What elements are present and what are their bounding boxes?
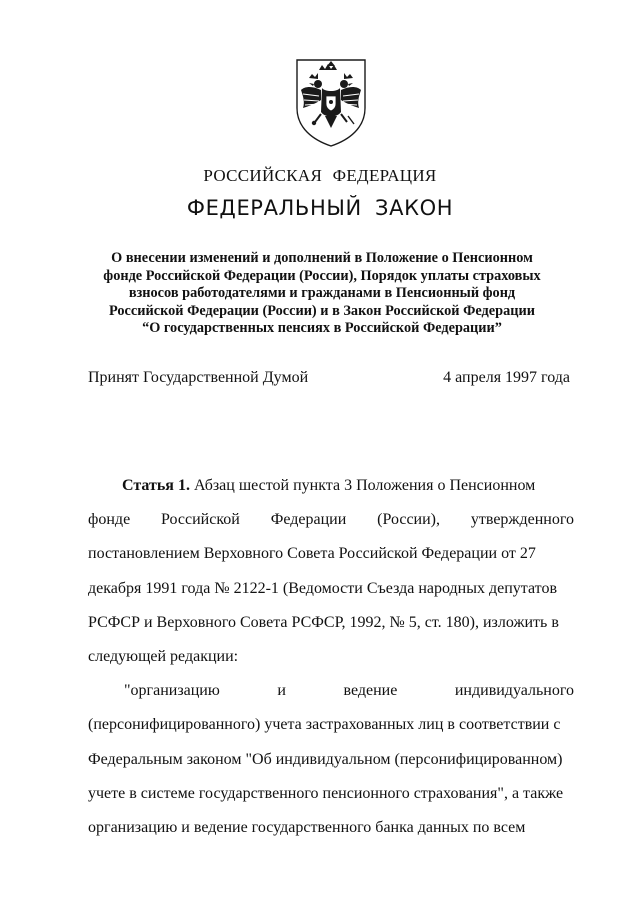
article-label: Статья 1. <box>122 477 190 494</box>
paragraph-line: РСФСР и Верховного Совета РСФСР, 1992, № 5, ст. 180), изложить в <box>88 613 559 631</box>
word: индивидуального <box>454 682 574 700</box>
law-title-line: фонде Российской Федерации (России), Порядок уплаты страховых <box>103 267 541 284</box>
word: ведение <box>343 682 398 700</box>
quote-line <box>88 674 574 708</box>
law-title <box>90 250 554 338</box>
word: (России), <box>377 511 441 529</box>
document-type-heading: ФЕДЕРАЛЬНЫЙ ЗАКОН <box>186 196 454 220</box>
word: Российской <box>161 511 240 529</box>
quote-line: организацию и ведение государственного банка данных по всем <box>88 818 526 836</box>
law-title-line: взносов работодателями и гражданами в Пенсионный фонд <box>128 285 516 301</box>
word: утвержденного <box>470 511 574 529</box>
law-title-line: Российской Федерации (России) и в Закон Российской Федерации <box>109 302 535 319</box>
word: Федерации <box>270 511 347 529</box>
paragraph-line: постановлением Верховного Совета Российской Федерации от 27 <box>88 545 536 563</box>
word: фонде <box>88 511 131 529</box>
adopted-by-text: Принят Государственной Думой <box>88 369 309 386</box>
quote-line: (персонифицированного) учета застрахованных лиц в соответствии с <box>88 716 561 734</box>
word: и <box>277 682 286 700</box>
law-title-line: “О государственных пенсиях в Российской Федерации” <box>142 320 502 336</box>
paragraph-line: следующей редакции: <box>88 647 239 665</box>
paragraph-line <box>88 469 574 503</box>
paragraph-line: декабря 1991 года № 2122-1 (Ведомости Съезда народных депутатов <box>88 579 558 597</box>
word: "организацию <box>124 682 220 700</box>
paragraph-line <box>88 503 574 537</box>
country-heading: РОССИЙСКАЯ ФЕДЕРАЦИЯ <box>203 166 437 185</box>
paragraph-text: Абзац шестой пункта 3 Положения о Пенсионном <box>193 477 536 494</box>
adoption-date: 4 апреля 1997 года <box>443 369 570 386</box>
article-1-text <box>88 469 574 845</box>
law-title-line: О внесении изменений и дополнений в Положение о Пенсионном <box>111 250 533 266</box>
quote-line: Федеральным законом "Об индивидуальном (персонифицированном) <box>88 750 563 768</box>
quote-line: учете в системе государственного пенсионного страхования", а также <box>88 784 564 802</box>
coat-of-arms-icon <box>291 56 371 148</box>
adoption-line <box>88 369 570 387</box>
